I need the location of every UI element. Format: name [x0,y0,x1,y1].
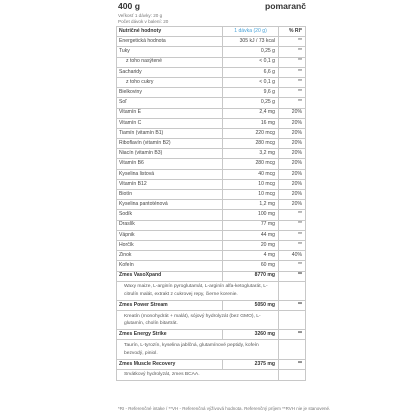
nutrient-amount: 0,25 g [223,98,279,108]
blend-name: Zmes Energy Strike [117,330,223,340]
nutrient-name: Vitamín E [117,108,223,118]
nutrient-name: Energetická hodnota [117,37,223,47]
blend-ri: ** [279,300,306,310]
column-header-serving: 1 dávka (20 g) [223,27,279,37]
nutrient-ri: ** [279,77,306,87]
nutrient-ri: 20% [279,139,306,149]
table-header-row [117,27,306,37]
blend-row [117,330,306,340]
nutrient-ri: 20% [279,159,306,169]
nutrient-name: Soľ [117,98,223,108]
nutrient-ri: 20% [279,128,306,138]
nutrient-name: Bielkoviny [117,88,223,98]
nutrient-amount: 280 mcg [223,139,279,149]
nutrient-name: Biotín [117,190,223,200]
nutrient-amount: 44 mg [223,230,279,240]
nutrient-amount: 9,6 g [223,88,279,98]
blend-amount: 2375 mg [223,359,279,369]
blend-ri: ** [279,330,306,340]
blend-amount: 3260 mg [223,330,279,340]
nutrient-ri: 40% [279,251,306,261]
nutrient-ri: 20% [279,200,306,210]
table-row [117,240,306,250]
table-row [117,57,306,67]
nutrient-amount: 10 mcg [223,179,279,189]
nutrient-amount: 6,6 g [223,67,279,77]
blend-description: Srvátkový hydrolyzát, zmes BCAA. [117,369,279,381]
nutrient-ri: 20% [279,179,306,189]
nutrient-name: Kyselina listová [117,169,223,179]
blend-description-row [117,281,306,300]
blend-description-spacer [279,281,306,300]
blend-name: Zmes Muscle Recovery [117,359,223,369]
nutrient-ri: 20% [279,149,306,159]
table-row [117,128,306,138]
table-row [117,37,306,47]
blend-row [117,359,306,369]
nutrient-amount: 40 mcg [223,169,279,179]
nutrient-ri: ** [279,57,306,67]
nutrient-amount: 16 mg [223,118,279,128]
nutrient-name: Horčík [117,240,223,250]
nutrition-table [116,26,306,381]
table-row [117,200,306,210]
blend-name: Zmes VasoXpand [117,271,223,281]
nutrient-name: Vitamín B12 [117,179,223,189]
column-header-ri: % RI* [279,27,306,37]
table-row [117,88,306,98]
nutrient-amount: 2,4 mg [223,108,279,118]
nutrient-amount: 305 kJ / 73 kcal [223,37,279,47]
blend-description: Waxy maize, L-arginín pyroglutamát, L-arginín alfa-ketoglutarát, L-citrulín malát, extrakt z cukrovej repy, čierne korenie. [117,281,279,300]
nutrient-name: Riboflavín (vitamín B2) [117,139,223,149]
table-row [117,118,306,128]
nutrient-name: Sodík [117,210,223,220]
nutrient-amount: 60 mg [223,261,279,271]
nutrient-name: z toho nasýtené [117,57,223,67]
flavor-name: pomaranč [265,1,307,11]
nutrient-amount: 20 mg [223,240,279,250]
table-row [117,139,306,149]
nutrient-ri: 20% [279,169,306,179]
nutrient-amount: < 0,1 g [223,77,279,87]
blend-description-spacer [279,340,306,359]
nutrient-name: Vápnik [117,230,223,240]
nutrient-amount: 10 mcg [223,190,279,200]
table-row [117,230,306,240]
nutrient-name: Draslík [117,220,223,230]
blend-name: Zmes Power Stream [117,300,223,310]
blend-ri: ** [279,271,306,281]
blend-amount: 5050 mg [223,300,279,310]
nutrient-ri: ** [279,240,306,250]
blend-description-spacer [279,311,306,330]
nutrient-ri: ** [279,98,306,108]
table-row [117,190,306,200]
table-row [117,149,306,159]
table-row [117,251,306,261]
nutrient-name: Niacín (vitamín B3) [117,149,223,159]
nutrient-ri: ** [279,67,306,77]
table-row [117,77,306,87]
nutrient-ri: 20% [279,118,306,128]
table-row [117,159,306,169]
nutrient-ri: ** [279,261,306,271]
footnote: *RI - Referenčné intake / **VH - Referenčná výživová hodnota. Referenčný príjem **RVH nie je stanovené. [118,406,331,411]
nutrient-amount: 77 mg [223,220,279,230]
table-row [117,67,306,77]
nutrient-amount: 1,2 mg [223,200,279,210]
nutrient-amount: 4 mg [223,251,279,261]
column-header-nutrient: Nutričné hodnoty [117,27,223,37]
nutrient-name: Zinok [117,251,223,261]
package-weight: 400 g [118,1,140,11]
table-row [117,261,306,271]
serving-size: Veľkosť 1 dávky: 20 g [118,13,163,18]
table-row [117,179,306,189]
nutrient-ri: 20% [279,108,306,118]
nutrient-ri: ** [279,210,306,220]
blend-description-row [117,311,306,330]
nutrient-name: Tuky [117,47,223,57]
nutrient-ri: ** [279,220,306,230]
nutrient-amount: 280 mcg [223,159,279,169]
nutrient-name: Kofeín [117,261,223,271]
nutrient-name: z toho cukry [117,77,223,87]
nutrient-amount: 0,25 g [223,47,279,57]
blend-row [117,271,306,281]
table-row [117,98,306,108]
nutrient-name: Vitamín B6 [117,159,223,169]
nutrient-ri: ** [279,47,306,57]
table-row [117,220,306,230]
blend-description: Kreatín (monohydrát + malát), sójový hydrolyzát (bez GMO), L-glutamín, cholín bitartrát. [117,311,279,330]
nutrient-name: Kyselina pantoténová [117,200,223,210]
nutrient-ri: 20% [279,190,306,200]
table-row [117,47,306,57]
blend-row [117,300,306,310]
nutrient-amount: 100 mg [223,210,279,220]
nutrient-ri: ** [279,230,306,240]
table-row [117,210,306,220]
nutrient-name: Sacharidy [117,67,223,77]
nutrient-amount: < 0,1 g [223,57,279,67]
nutrient-name: Vitamín C [117,118,223,128]
nutrient-amount: 220 mcg [223,128,279,138]
blend-ri: ** [279,359,306,369]
blend-description-spacer [279,369,306,381]
blend-description-row [117,340,306,359]
blend-amount: 8770 mg [223,271,279,281]
blend-description: Taurín, L-tyrozín, kyselina jablčná, glutamínové peptidy, kofeín bezvodý, piniol. [117,340,279,359]
nutrient-ri: ** [279,37,306,47]
nutrient-amount: 3,2 mg [223,149,279,159]
table-row [117,108,306,118]
servings-count: Počet dávok v balení: 20 [118,19,169,24]
table-row [117,169,306,179]
blend-description-row [117,369,306,381]
nutrient-ri: ** [279,88,306,98]
nutrient-name: Tiamín (vitamín B1) [117,128,223,138]
